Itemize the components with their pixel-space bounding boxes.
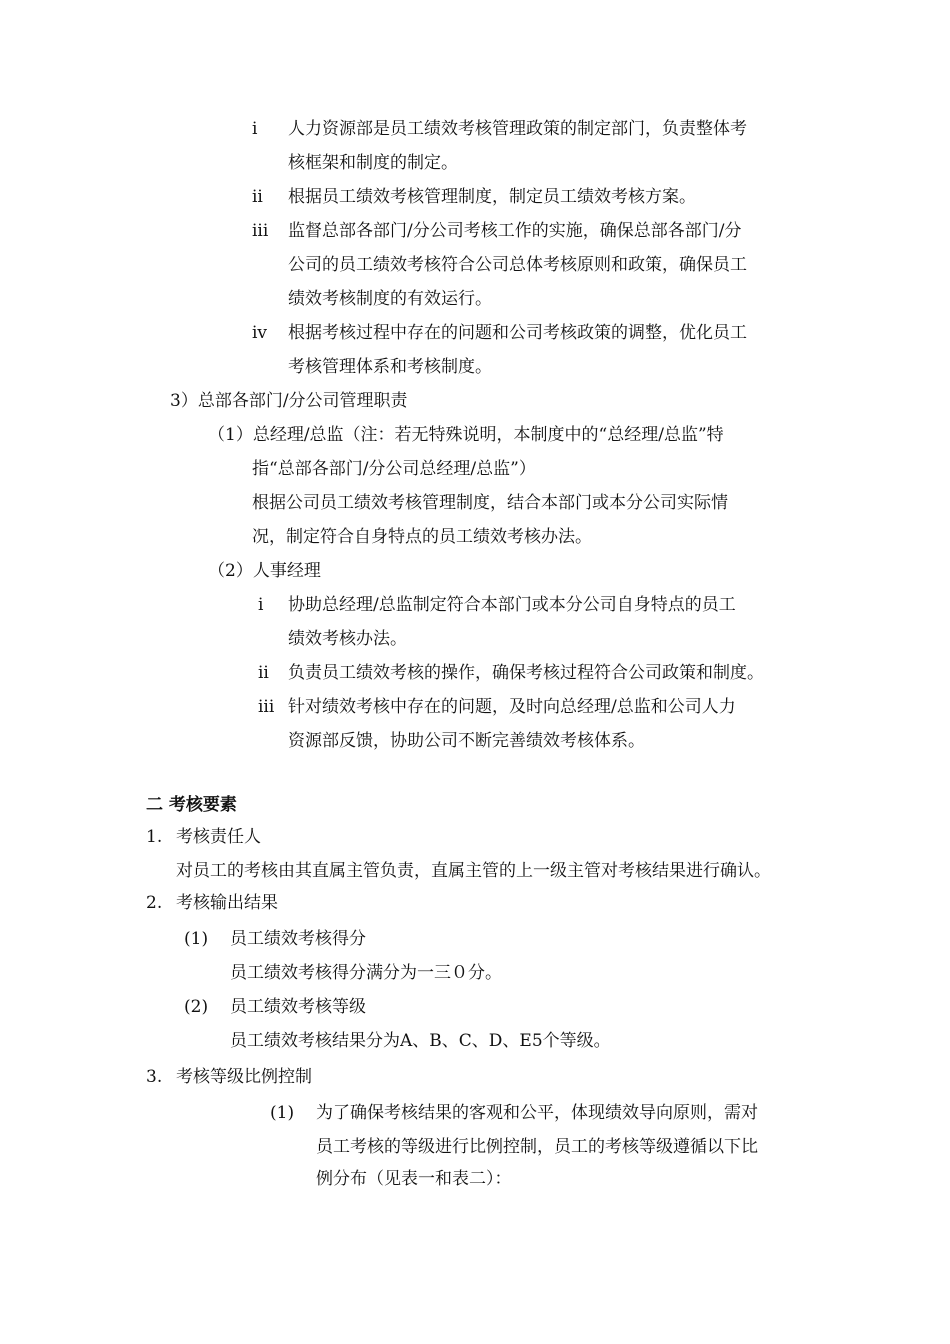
list-marker: iv — [252, 323, 268, 343]
list-marker: ii — [252, 187, 263, 207]
item-heading: 考核责任人 — [176, 827, 261, 847]
list-marker: (1) — [184, 929, 209, 949]
subsection-heading: 指“总部各部门/分公司总经理/总监”） — [252, 459, 536, 479]
paragraph-line: 况，制定符合自身特点的员工绩效考核办法。 — [252, 527, 592, 547]
item-heading: 考核等级比例控制 — [176, 1067, 312, 1087]
list-marker: (2) — [184, 997, 209, 1017]
list-item-line: 根据考核过程中存在的问题和公司考核政策的调整，优化员工 — [288, 323, 747, 343]
list-item-line: 资源部反馈，协助公司不断完善绩效考核体系。 — [288, 731, 645, 751]
list-item-line: 监督总部各部门/分公司考核工作的实施，确保总部各部门/分 — [288, 221, 742, 241]
list-item-line: 考核管理体系和考核制度。 — [288, 357, 492, 377]
subitem-heading: 员工绩效考核得分 — [230, 929, 366, 949]
list-item-line: 人力资源部是员工绩效考核管理政策的制定部门，负责整体考 — [288, 119, 747, 139]
list-item-line: 绩效考核办法。 — [288, 629, 407, 649]
list-marker: 1. — [146, 827, 163, 847]
list-marker: i — [252, 119, 258, 139]
subsection-heading: （1）总经理/总监（注：若无特殊说明，本制度中的“总经理/总监”特 — [208, 425, 724, 445]
list-marker: iii — [252, 221, 269, 241]
list-marker: ii — [258, 663, 269, 683]
list-item-line: 绩效考核制度的有效运行。 — [288, 289, 492, 309]
paragraph-line: 例分布（见表一和表二）： — [316, 1169, 512, 1189]
list-item-line: 针对绩效考核中存在的问题，及时向总经理/总监和公司人力 — [288, 697, 736, 717]
subitem-heading: 员工绩效考核等级 — [230, 997, 366, 1017]
paragraph-line: 员工绩效考核结果分为A、B、C、D、E5个等级。 — [230, 1031, 611, 1051]
list-marker: (1) — [270, 1103, 295, 1123]
list-marker: 2. — [146, 893, 163, 913]
part-title: 二 考核要素 — [146, 795, 237, 815]
list-item-line: 负责员工绩效考核的操作，确保考核过程符合公司政策和制度。 — [288, 663, 764, 683]
paragraph-line: 员工绩效考核得分满分为一三０分。 — [230, 963, 502, 983]
paragraph-line: 员工考核的等级进行比例控制，员工的考核等级遵循以下比 — [316, 1137, 758, 1157]
section-heading: 3）总部各部门/分公司管理职责 — [170, 391, 408, 411]
list-marker: iii — [258, 697, 275, 717]
list-item-line: 核框架和制度的制定。 — [288, 153, 458, 173]
list-marker: i — [258, 595, 264, 615]
list-item-line: 根据员工绩效考核管理制度，制定员工绩效考核方案。 — [288, 187, 696, 207]
list-item-line: 协助总经理/总监制定符合本部门或本分公司自身特点的员工 — [288, 595, 736, 615]
subsection-heading: （2）人事经理 — [208, 561, 321, 581]
paragraph-line: 为了确保考核结果的客观和公平，体现绩效导向原则，需对 — [316, 1103, 758, 1123]
paragraph-line: 对员工的考核由其直属主管负责，直属主管的上一级主管对考核结果进行确认。 — [176, 861, 771, 881]
list-marker: 3. — [146, 1067, 163, 1087]
item-heading: 考核输出结果 — [176, 893, 278, 913]
list-item-line: 公司的员工绩效考核符合公司总体考核原则和政策，确保员工 — [288, 255, 747, 275]
paragraph-line: 根据公司员工绩效考核管理制度，结合本部门或本分公司实际情 — [252, 493, 728, 513]
